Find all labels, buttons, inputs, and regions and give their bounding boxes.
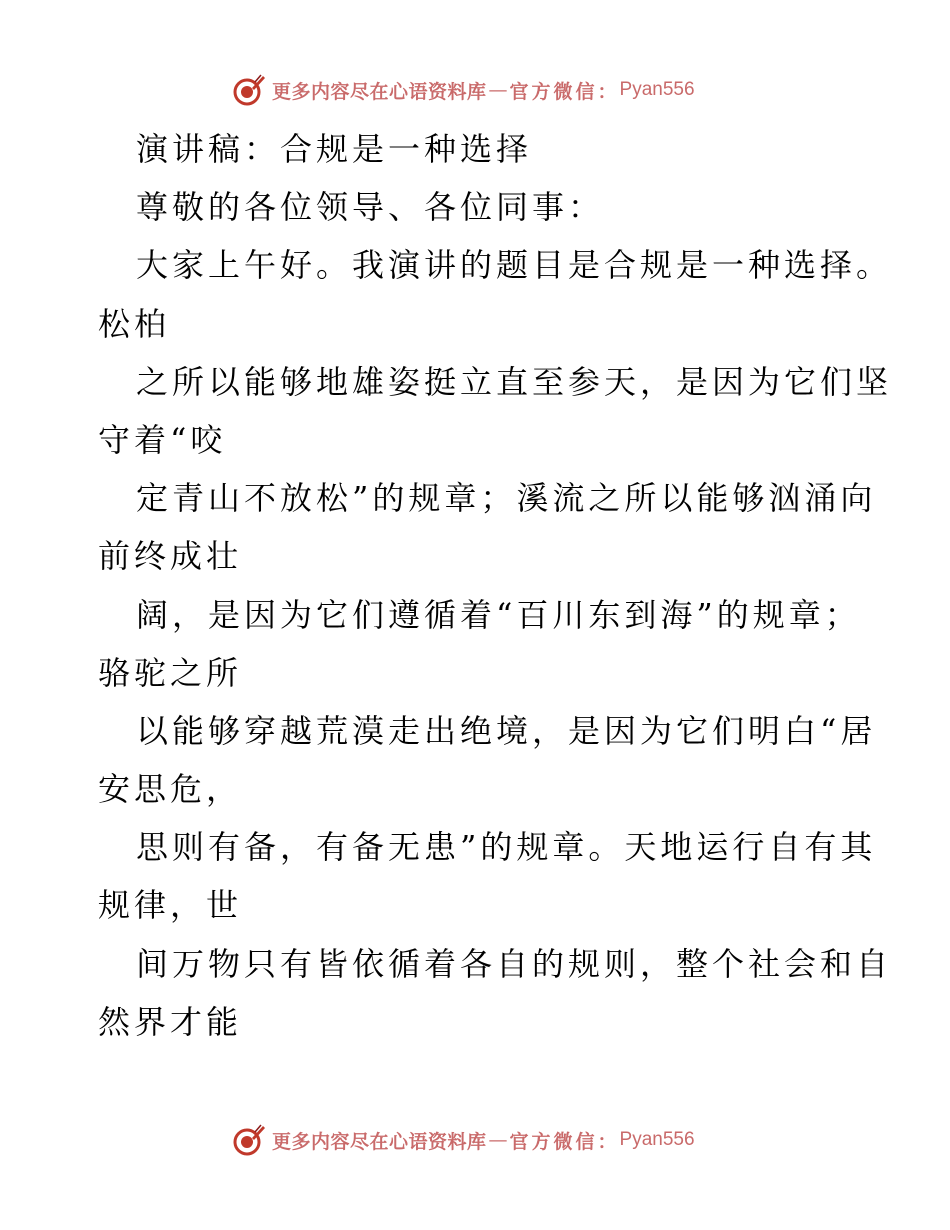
footer-banner <box>232 1122 695 1158</box>
pen-nib-logo-icon <box>232 73 266 107</box>
banner-text: 更多内容尽在心语资料库 <box>272 1130 487 1153</box>
banner-text: 更多内容尽在心语资料库 <box>272 80 487 103</box>
body-line: 大家上午好。我演讲的题目是合规是一种选择。 <box>136 246 893 285</box>
banner-separator: — <box>488 79 508 101</box>
body-line: 以能够穿越荒漠走出绝境，是因为它们明白“居 <box>136 711 877 750</box>
header-banner <box>232 72 695 108</box>
banner-wechat-id: Pyan556 <box>619 1129 695 1150</box>
banner-official-label: 官方微信： <box>509 80 620 103</box>
salutation: 尊敬的各位领导、各位同事： <box>136 188 605 227</box>
body-line: 然界才能 <box>98 1002 243 1041</box>
body-line: 守着“咬 <box>98 420 227 459</box>
body-line: 松柏 <box>98 304 171 343</box>
pen-nib-logo-icon <box>232 1123 266 1157</box>
body-line: 骆驼之所 <box>98 653 243 692</box>
body-line: 思则有备，有备无患”的规章。天地运行自有其 <box>136 828 877 867</box>
body-line: 规律，世 <box>98 886 243 925</box>
body-line: 之所以能够地雄姿挺立直至参天，是因为它们坚 <box>136 362 893 401</box>
body-line: 安思危， <box>98 770 243 809</box>
body-line: 前终成壮 <box>98 537 243 576</box>
banner-separator: — <box>488 1129 508 1151</box>
body-line: 间万物只有皆依循着各自的规则，整个社会和自 <box>136 944 893 983</box>
body-line: 定青山不放松”的规章；溪流之所以能够汹涌向 <box>136 479 877 518</box>
body-line: 阔，是因为它们遵循着“百川东到海”的规章； <box>136 595 861 634</box>
document-title: 演讲稿：合规是一种选择 <box>136 130 533 168</box>
banner-wechat-id: Pyan556 <box>619 79 695 100</box>
document-body <box>98 120 893 1051</box>
banner-official-label: 官方微信： <box>509 1130 620 1153</box>
